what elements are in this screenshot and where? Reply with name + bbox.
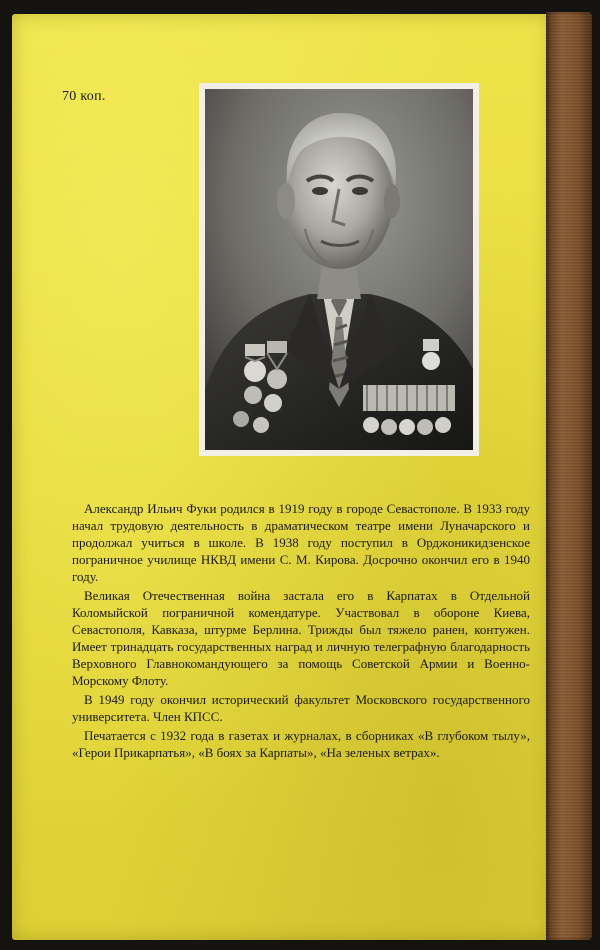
author-portrait [199, 83, 479, 456]
price-label: 70 коп. [62, 89, 106, 104]
book-spine [546, 12, 592, 940]
author-biography [72, 500, 530, 763]
biography-paragraph: В 1949 году окончил исторический факультет Московского государственного университета. Член КПСС. [72, 692, 530, 724]
biography-paragraph: Великая Отечественная война застала его в Карпатах в Отдельной Коломыйской пограничной комендатуре. Участвовал в обороне Киева, Севастополя, Кавказа, штурме Берлина. Трижды был тяжело ранен, контужен. Имеет тринадцать государственных наград и личную телеграфную благодарность Верховного Главнокомандующего за помощь Советской Армии и Военно-Морскому Флоту. [72, 588, 530, 688]
biography-paragraph: Александр Ильич Фуки родился в 1919 году в городе Севастополе. В 1933 году начал трудовую деятельность в драматическом театре имени Луначарского и продолжал учиться в школе. В 1938 году поступил в Орджоникидзенское пограничное училище НКВД имени С. М. Кирова. Досрочно окончил его в 1940 году. [72, 501, 530, 584]
biography-paragraph: Печатается с 1932 года в газетах и журналах, в сборниках «В глубоком тылу», «Герои Прикарпатья», «В боях за Карпаты», «На зеленых ветрах». [72, 728, 530, 760]
author-portrait-image [205, 89, 473, 450]
